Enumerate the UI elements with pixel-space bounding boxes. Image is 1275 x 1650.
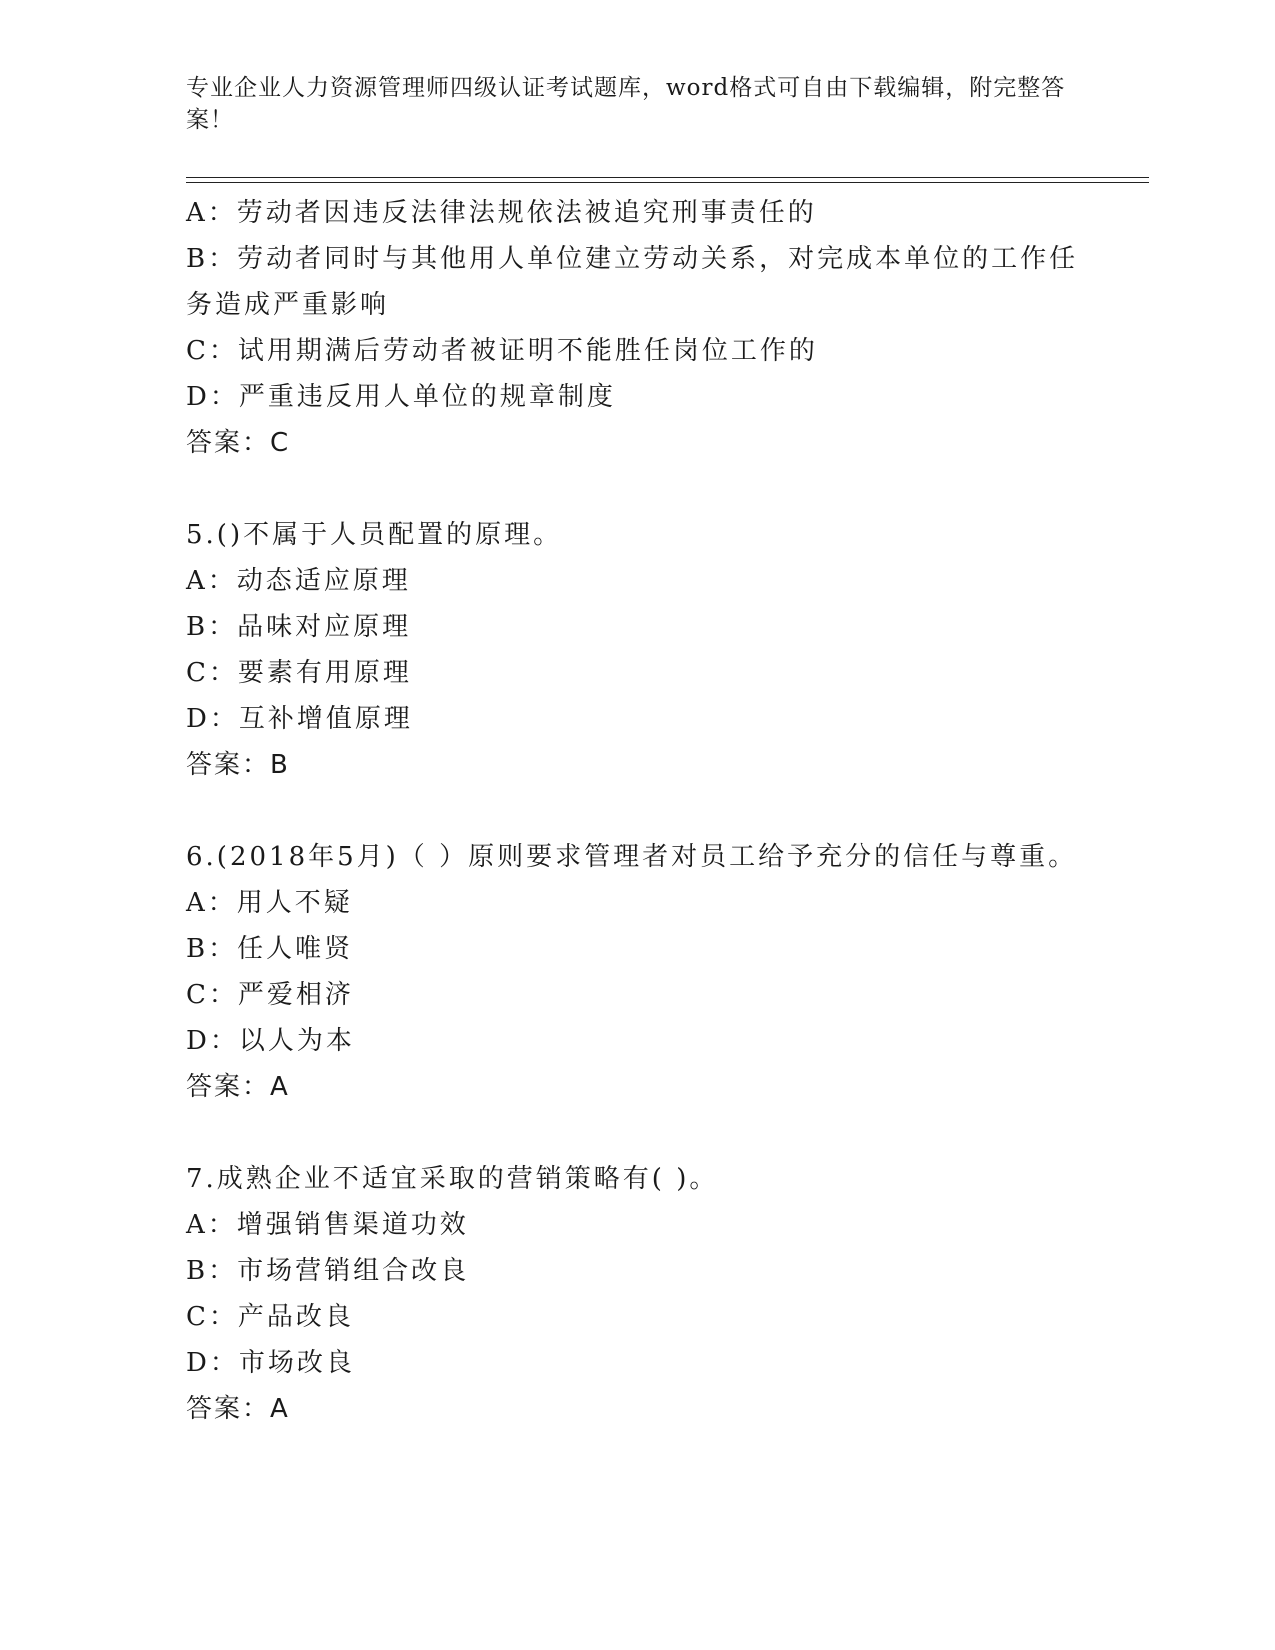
- question-stem: 6.(2018年5月)（ ）原则要求管理者对员工给予充分的信任与尊重。: [186, 842, 1078, 872]
- option-c: C：试用期满后劳动者被证明不能胜任岗位工作的: [186, 336, 818, 366]
- question-4-partial: [186, 190, 1086, 466]
- option-a: A：动态适应原理: [186, 566, 411, 596]
- question-5: [186, 512, 1086, 788]
- option-c: C：产品改良: [186, 1302, 354, 1332]
- option-d: D：以人为本: [186, 1026, 355, 1056]
- question-7: [186, 1156, 1086, 1432]
- option-c: C：要素有用原理: [186, 658, 412, 688]
- answer: 答案：B: [186, 750, 290, 780]
- answer: 答案：A: [186, 1394, 290, 1424]
- option-b: B：任人唯贤: [186, 934, 354, 964]
- question-6: [186, 834, 1086, 1110]
- option-a: A：增强销售渠道功效: [186, 1210, 469, 1240]
- header-divider-top: [186, 177, 1149, 178]
- question-stem: 5.()不属于人员配置的原理。: [186, 520, 563, 550]
- answer: 答案：C: [186, 428, 291, 458]
- header-divider-bottom: [186, 182, 1149, 183]
- option-d: D：市场改良: [186, 1348, 355, 1378]
- option-b: B：市场营销组合改良: [186, 1256, 470, 1286]
- option-b: B：品味对应原理: [186, 612, 412, 642]
- spacer: [186, 1110, 1086, 1156]
- spacer: [186, 788, 1086, 834]
- option-a: A：劳动者因违反法律法规依法被追究刑事责任的: [186, 198, 817, 228]
- spacer: [186, 466, 1086, 512]
- option-a: A：用人不疑: [186, 888, 353, 918]
- question-list: [186, 190, 1086, 1432]
- option-d: D：互补增值原理: [186, 704, 413, 734]
- option-b: B：劳动者同时与其他用人单位建立劳动关系，对完成本单位的工作任务造成严重影响: [186, 244, 1079, 320]
- question-stem: 7.成熟企业不适宜采取的营销策略有( )。: [186, 1164, 719, 1194]
- option-c: C：严爱相济: [186, 980, 354, 1010]
- answer: 答案：A: [186, 1072, 290, 1102]
- option-d: D：严重违反用人单位的规章制度: [186, 382, 616, 412]
- document-header: 专业企业人力资源管理师四级认证考试题库，word格式可自由下载编辑，附完整答案！: [186, 75, 1066, 133]
